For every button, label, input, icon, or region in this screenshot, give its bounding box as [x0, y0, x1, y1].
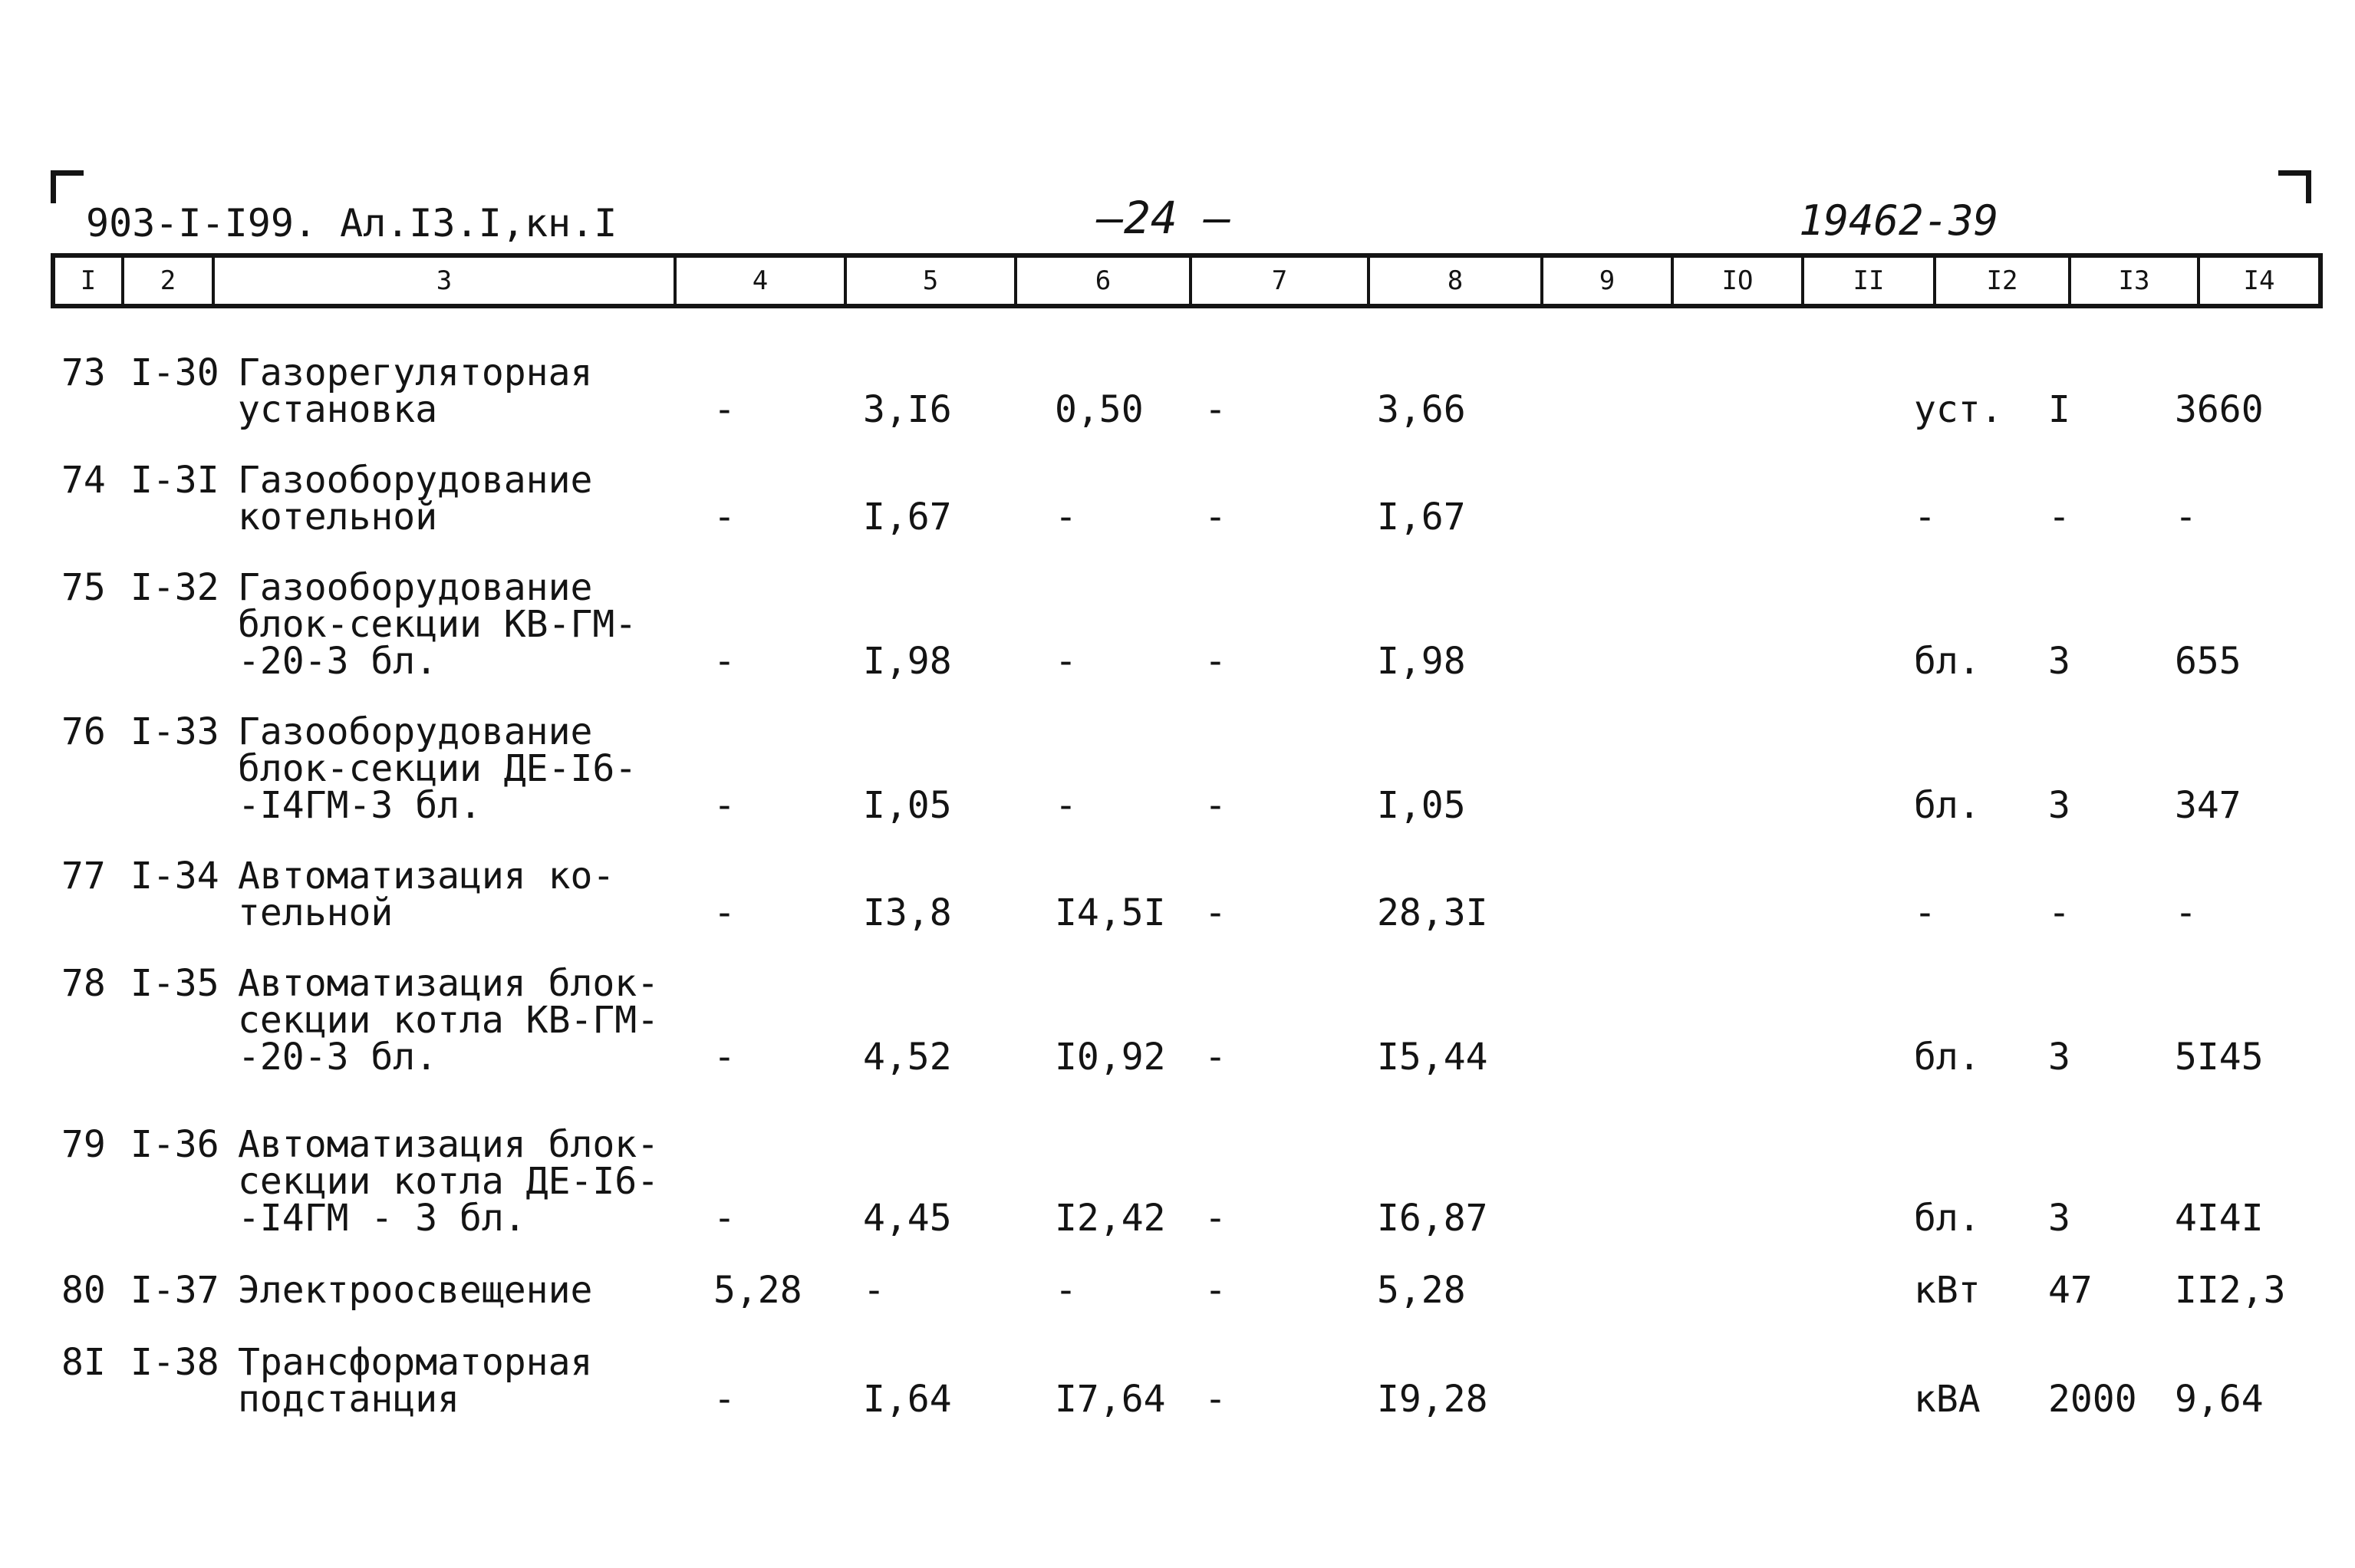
col4-value: -: [713, 1036, 736, 1079]
col13-value: 3: [2048, 1197, 2070, 1240]
col13-value: -: [2048, 891, 2070, 934]
row-name-line: Газорегуляторная: [238, 351, 593, 394]
row-name-line: Автоматизация блок-: [238, 962, 660, 1005]
col12-value: бл.: [1914, 1197, 1981, 1240]
row-name: [238, 1123, 660, 1240]
row-name-line: Автоматизация блок-: [238, 1123, 660, 1166]
col6-value: I7,64: [1055, 1378, 1166, 1421]
row-name-line: тельной: [238, 891, 394, 934]
col13-value: 2000: [2048, 1378, 2137, 1421]
row-code: I-37: [130, 1269, 219, 1312]
col5-value: I,05: [863, 784, 952, 827]
row-name-line: установка: [238, 388, 438, 431]
row-name-line: блок-секции ДЕ-I6-: [238, 747, 637, 790]
col6-value: I4,5I: [1055, 891, 1166, 934]
col14-value: 655: [2175, 640, 2241, 683]
row-name-line: Трансформаторная: [238, 1341, 593, 1384]
col14-value: -: [2175, 496, 2197, 539]
col13-value: 3: [2048, 640, 2070, 683]
col14-value: 5I45: [2175, 1036, 2264, 1079]
col13-value: 3: [2048, 784, 2070, 827]
row-name-line: Газооборудование: [238, 566, 593, 609]
row-name-line: -20-3 бл.: [238, 640, 438, 683]
col5-value: 4,52: [863, 1036, 952, 1079]
col8-value: I6,87: [1377, 1197, 1488, 1240]
column-number: 2: [121, 258, 212, 304]
column-number-bar: [51, 253, 2323, 308]
row-name: [238, 855, 615, 934]
row-number: 80: [61, 1269, 106, 1312]
column-number: II: [1801, 258, 1933, 304]
row-name-line: блок-секции КВ-ГМ-: [238, 603, 637, 646]
column-number: IO: [1671, 258, 1801, 304]
row-name: [238, 1341, 593, 1421]
row-code: I-36: [130, 1123, 219, 1166]
col6-value: -: [1055, 496, 1077, 539]
row-name-line: секции котла КВ-ГМ-: [238, 999, 660, 1042]
col6-value: -: [1055, 1269, 1077, 1312]
col12-value: бл.: [1914, 640, 1981, 683]
col6-value: 0,50: [1055, 388, 1144, 431]
col14-value: 9,64: [2175, 1378, 2264, 1421]
column-number: 9: [1540, 258, 1671, 304]
row-name-line: Автоматизация ко-: [238, 855, 615, 898]
col12-value: -: [1914, 891, 1936, 934]
col7-value: -: [1204, 496, 1227, 539]
row-number: 74: [61, 459, 106, 502]
col5-value: I,64: [863, 1378, 952, 1421]
corner-mark-top-right: [2278, 170, 2311, 203]
col13-value: 3: [2048, 1036, 2070, 1079]
row-number: 78: [61, 962, 106, 1005]
col5-value: 3,I6: [863, 388, 952, 431]
col7-value: -: [1204, 1036, 1227, 1079]
row-code: I-35: [130, 962, 219, 1005]
row-name: [238, 962, 660, 1079]
col7-value: -: [1204, 1269, 1227, 1312]
row-name-line: -I4ГМ - 3 бл.: [238, 1197, 526, 1240]
col5-value: I,98: [863, 640, 952, 683]
col7-value: -: [1204, 388, 1227, 431]
col5-value: -: [863, 1269, 885, 1312]
row-code: I-32: [130, 566, 219, 609]
col5-value: I3,8: [863, 891, 952, 934]
col6-value: -: [1055, 784, 1077, 827]
col4-value: -: [713, 388, 736, 431]
row-name-line: Электроосвещение: [238, 1269, 593, 1312]
row-number: 76: [61, 710, 106, 753]
col4-value: -: [713, 640, 736, 683]
col4-value: -: [713, 1378, 736, 1421]
row-name: [238, 351, 593, 431]
col8-value: I,67: [1377, 496, 1466, 539]
col8-value: I5,44: [1377, 1036, 1488, 1079]
col4-value: 5,28: [713, 1269, 802, 1312]
corner-mark-top-left: [51, 170, 84, 203]
col8-value: I,05: [1377, 784, 1466, 827]
col4-value: -: [713, 891, 736, 934]
col5-value: I,67: [863, 496, 952, 539]
column-number: 7: [1189, 258, 1367, 304]
col8-value: I,98: [1377, 640, 1466, 683]
col6-value: -: [1055, 640, 1077, 683]
col4-value: -: [713, 496, 736, 539]
col14-value: 4I4I: [2175, 1197, 2264, 1240]
col8-value: 3,66: [1377, 388, 1466, 431]
row-code: I-33: [130, 710, 219, 753]
col12-value: бл.: [1914, 1036, 1981, 1079]
row-name-line: секции котла ДЕ-I6-: [238, 1160, 660, 1203]
row-name: [238, 459, 593, 539]
row-number: 8I: [61, 1341, 106, 1384]
col12-value: кВА: [1914, 1378, 1981, 1421]
row-name-line: Газооборудование: [238, 459, 593, 502]
col7-value: -: [1204, 1378, 1227, 1421]
row-name: [238, 710, 637, 827]
col13-value: -: [2048, 496, 2070, 539]
column-number: 4: [674, 258, 844, 304]
row-name-line: подстанция: [238, 1378, 459, 1421]
column-number: 6: [1014, 258, 1189, 304]
column-number: 5: [844, 258, 1014, 304]
col4-value: -: [713, 1197, 736, 1240]
row-name-line: котельной: [238, 496, 438, 539]
column-number: 3: [212, 258, 674, 304]
column-number: I3: [2068, 258, 2197, 304]
page-number: —24 —: [1097, 192, 1231, 244]
col12-value: уст.: [1914, 388, 2003, 431]
col7-value: -: [1204, 640, 1227, 683]
row-number: 77: [61, 855, 106, 898]
col12-value: -: [1914, 496, 1936, 539]
col14-value: -: [2175, 891, 2197, 934]
row-number: 75: [61, 566, 106, 609]
col5-value: 4,45: [863, 1197, 952, 1240]
row-name-line: -I4ГМ-3 бл.: [238, 784, 482, 827]
row-code: I-30: [130, 351, 219, 394]
row-name-line: Газооборудование: [238, 710, 593, 753]
col8-value: I9,28: [1377, 1378, 1488, 1421]
col7-value: -: [1204, 784, 1227, 827]
col13-value: 47: [2048, 1269, 2093, 1312]
col7-value: -: [1204, 891, 1227, 934]
column-number: I2: [1933, 258, 2068, 304]
column-number: I: [80, 265, 97, 296]
col14-value: 3660: [2175, 388, 2264, 431]
col12-value: бл.: [1914, 784, 1981, 827]
col8-value: 5,28: [1377, 1269, 1466, 1312]
col12-value: кВт: [1914, 1269, 1981, 1312]
column-number: I4: [2197, 258, 2318, 304]
row-code: I-38: [130, 1341, 219, 1384]
row-number: 79: [61, 1123, 106, 1166]
archive-number: 19462-39: [1799, 196, 1999, 245]
col4-value: -: [713, 784, 736, 827]
col8-value: 28,3I: [1377, 891, 1488, 934]
col14-value: II2,3: [2175, 1269, 2286, 1312]
document-code: 903-I-I99. Ал.I3.I,кн.I: [86, 201, 618, 245]
row-name: [238, 566, 637, 683]
col14-value: 347: [2175, 784, 2241, 827]
col6-value: I0,92: [1055, 1036, 1166, 1079]
col6-value: I2,42: [1055, 1197, 1166, 1240]
row-number: 73: [61, 351, 106, 394]
column-number: 8: [1367, 258, 1540, 304]
col13-value: I: [2048, 388, 2070, 431]
row-code: I-34: [130, 855, 219, 898]
row-code: I-3I: [130, 459, 219, 502]
row-name: [238, 1269, 593, 1312]
col7-value: -: [1204, 1197, 1227, 1240]
row-name-line: -20-3 бл.: [238, 1036, 438, 1079]
